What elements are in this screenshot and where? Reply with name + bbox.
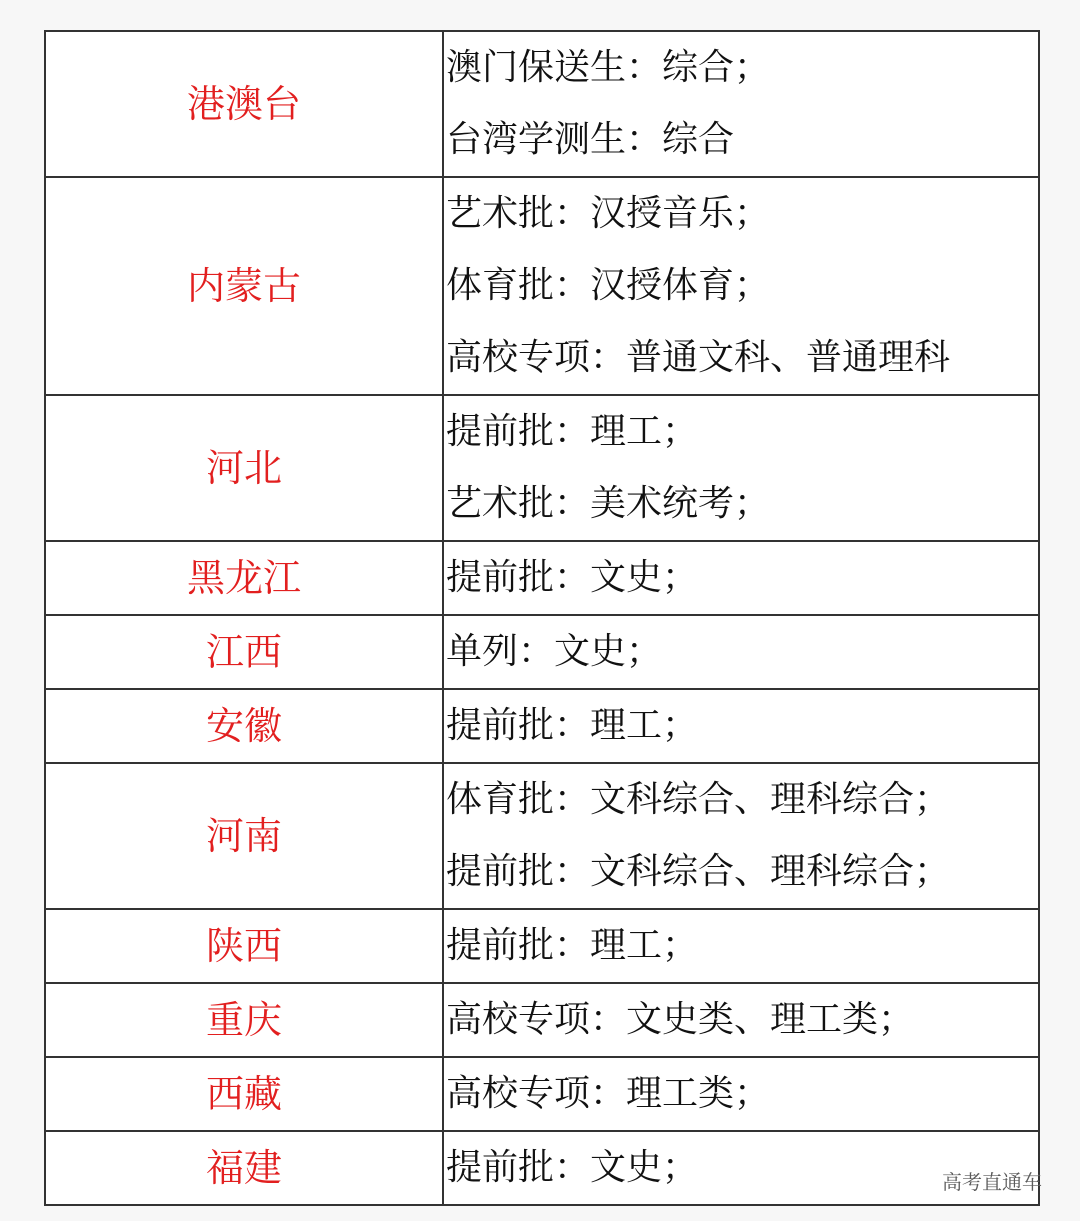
detail-cell bbox=[443, 1057, 1039, 1131]
region-cell: 河南 bbox=[45, 763, 443, 909]
admission-table bbox=[44, 30, 1040, 1206]
region-cell: 黑龙江 bbox=[45, 541, 443, 615]
region-cell: 内蒙古 bbox=[45, 177, 443, 395]
region-cell: 重庆 bbox=[45, 983, 443, 1057]
detail-line: 提前批：理工； bbox=[446, 705, 699, 746]
table-row bbox=[45, 177, 1039, 395]
document-sheet bbox=[44, 30, 1034, 1204]
detail-cell bbox=[443, 909, 1039, 983]
region-cell: 西藏 bbox=[45, 1057, 443, 1131]
detail-line: 澳门保送生：综合； bbox=[446, 47, 771, 88]
detail-cell bbox=[443, 395, 1039, 541]
detail-line: 提前批：文科综合、理科综合； bbox=[446, 851, 951, 892]
table-row bbox=[45, 763, 1039, 909]
detail-cell bbox=[443, 689, 1039, 763]
detail-line: 提前批：文史； bbox=[446, 1147, 699, 1188]
detail-cell bbox=[443, 177, 1039, 395]
detail-cell bbox=[443, 983, 1039, 1057]
table-row bbox=[45, 615, 1039, 689]
table-row bbox=[45, 31, 1039, 177]
detail-line: 高校专项：普通文科、普通理科 bbox=[446, 337, 951, 378]
table-row bbox=[45, 983, 1039, 1057]
detail-cell bbox=[443, 615, 1039, 689]
region-cell: 港澳台 bbox=[45, 31, 443, 177]
table-row bbox=[45, 395, 1039, 541]
detail-line: 提前批：理工； bbox=[446, 411, 699, 452]
region-cell: 江西 bbox=[45, 615, 443, 689]
detail-line: 艺术批：汉授音乐； bbox=[446, 193, 771, 234]
table-row bbox=[45, 1131, 1039, 1205]
table-row bbox=[45, 1057, 1039, 1131]
detail-line: 台湾学测生：综合 bbox=[446, 119, 735, 160]
detail-line: 提前批：理工； bbox=[446, 925, 699, 966]
detail-line: 体育批：文科综合、理科综合； bbox=[446, 779, 951, 820]
detail-line: 高校专项：文史类、理工类； bbox=[446, 999, 915, 1040]
table-row bbox=[45, 689, 1039, 763]
detail-line: 单列：文史； bbox=[446, 631, 663, 672]
detail-line: 提前批：文史； bbox=[446, 557, 699, 598]
detail-cell bbox=[443, 31, 1039, 177]
table-row bbox=[45, 541, 1039, 615]
table-row bbox=[45, 909, 1039, 983]
detail-cell bbox=[443, 763, 1039, 909]
detail-line: 艺术批：美术统考； bbox=[446, 483, 771, 524]
detail-line: 体育批：汉授体育； bbox=[446, 265, 771, 306]
region-cell: 福建 bbox=[45, 1131, 443, 1205]
region-cell: 安徽 bbox=[45, 689, 443, 763]
region-cell: 河北 bbox=[45, 395, 443, 541]
table-body bbox=[45, 31, 1039, 1205]
detail-cell bbox=[443, 541, 1039, 615]
watermark-text: 高考直通车 bbox=[942, 1170, 1042, 1194]
detail-line: 高校专项：理工类； bbox=[446, 1073, 771, 1114]
region-cell: 陕西 bbox=[45, 909, 443, 983]
